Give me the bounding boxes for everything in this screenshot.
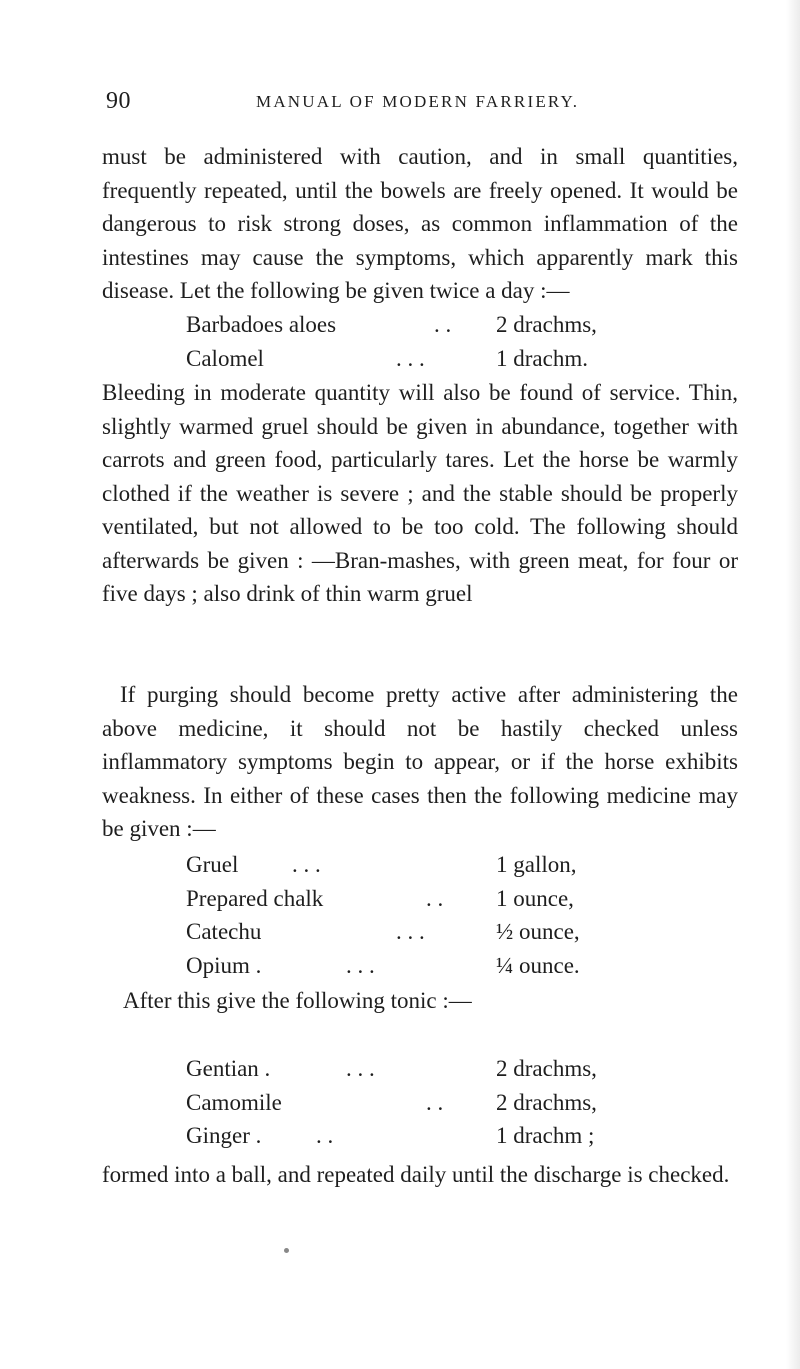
recipe-row: [186, 1052, 656, 1086]
recipe-item: Gentian .: [186, 1056, 271, 1081]
recipe-quantity: 1 drachm.: [496, 345, 588, 371]
paragraph-2-text: Bleeding in moderate quantity will also be found of service. Thin, slightly warmed gruel should be given in abundance, together with carrots and green food, particularly tares. Let the horse be warmly clothed if the weather is severe ; and the stable should be properly ventilated, but not allowed to be too cold. The following should afterwards be given : —Bran-mashes, with green meat, for four or five days ; also drink of thin warm gruel: [102, 380, 738, 606]
paragraph-3-text: If purging should become pretty active after administering the above medicine, it should not be hastily checked unless inflammatory symptoms begin to appear, or if the horse exhibits weakness. In either of these cases then the following medicine may be given :—: [102, 682, 738, 841]
recipe-quantity: 1 drachm ;: [496, 1123, 595, 1148]
leader-dots: . .: [316, 1123, 334, 1148]
leader-dots: . . .: [346, 952, 375, 978]
recipe-2: [186, 848, 656, 982]
recipe-quantity: 1 ounce,: [496, 885, 574, 911]
leader-dots: . .: [434, 312, 452, 337]
recipe-item: Ginger .: [186, 1123, 262, 1148]
leader-dots: . . .: [396, 345, 425, 371]
recipe-item: Barbadoes aloes: [186, 312, 337, 337]
recipe-3: [186, 1052, 656, 1153]
paragraph-1-text: must be administered with caution, and in small quantities, frequently repeated, until the bowels are freely opened. It would be dangerous to risk strong doses, as common inflammation of the intestines may cause the symptoms, which apparently mark this disease. Let the following be given twice a day :—: [102, 144, 738, 303]
recipe-quantity: 2 drachms,: [496, 312, 597, 337]
leader-dots: . . .: [346, 1056, 375, 1081]
page-number: 90: [106, 88, 131, 114]
recipe-row: [186, 949, 656, 983]
recipe-quantity: ½ ounce,: [496, 919, 580, 944]
ink-speck: [284, 1248, 289, 1253]
recipe-row: [186, 848, 656, 882]
tonic-intro: After this give the following tonic :—: [123, 988, 472, 1013]
recipe-quantity: 2 drachms,: [496, 1056, 597, 1081]
running-title: MANUAL OF MODERN FARRIERY.: [256, 92, 580, 111]
recipe-quantity: 2 drachms,: [496, 1089, 597, 1115]
recipe-row: [186, 308, 656, 342]
page-header: [106, 88, 736, 122]
recipe-1: [186, 308, 656, 375]
closing-text: formed into a ball, and repeated daily until the discharge is checked.: [102, 1162, 730, 1187]
recipe-row: [186, 1086, 656, 1120]
leader-dots: . .: [426, 1089, 444, 1115]
recipe-item: Gruel: [186, 852, 239, 877]
page-edge-shadow: [786, 0, 800, 1369]
leader-dots: . . .: [396, 919, 425, 944]
recipe-row: [186, 915, 656, 949]
paragraph-2: [102, 376, 738, 611]
paragraph-3: [102, 678, 738, 846]
recipe-item: Camomile: [186, 1089, 282, 1115]
recipe-item: Prepared chalk: [186, 885, 324, 911]
closing-paragraph: [102, 1158, 738, 1192]
recipe-row: [186, 1119, 656, 1153]
recipe-item: Opium .: [186, 952, 262, 978]
recipe-item: Catechu: [186, 919, 262, 944]
recipe-quantity: ¼ ounce.: [496, 952, 580, 978]
leader-dots: . . .: [292, 852, 321, 877]
recipe-row: [186, 342, 656, 376]
paragraph-1: [102, 140, 738, 308]
recipe-row: [186, 882, 656, 916]
recipe-quantity: 1 gallon,: [496, 852, 577, 877]
leader-dots: . .: [426, 885, 444, 911]
recipe-item: Calomel: [186, 345, 264, 371]
